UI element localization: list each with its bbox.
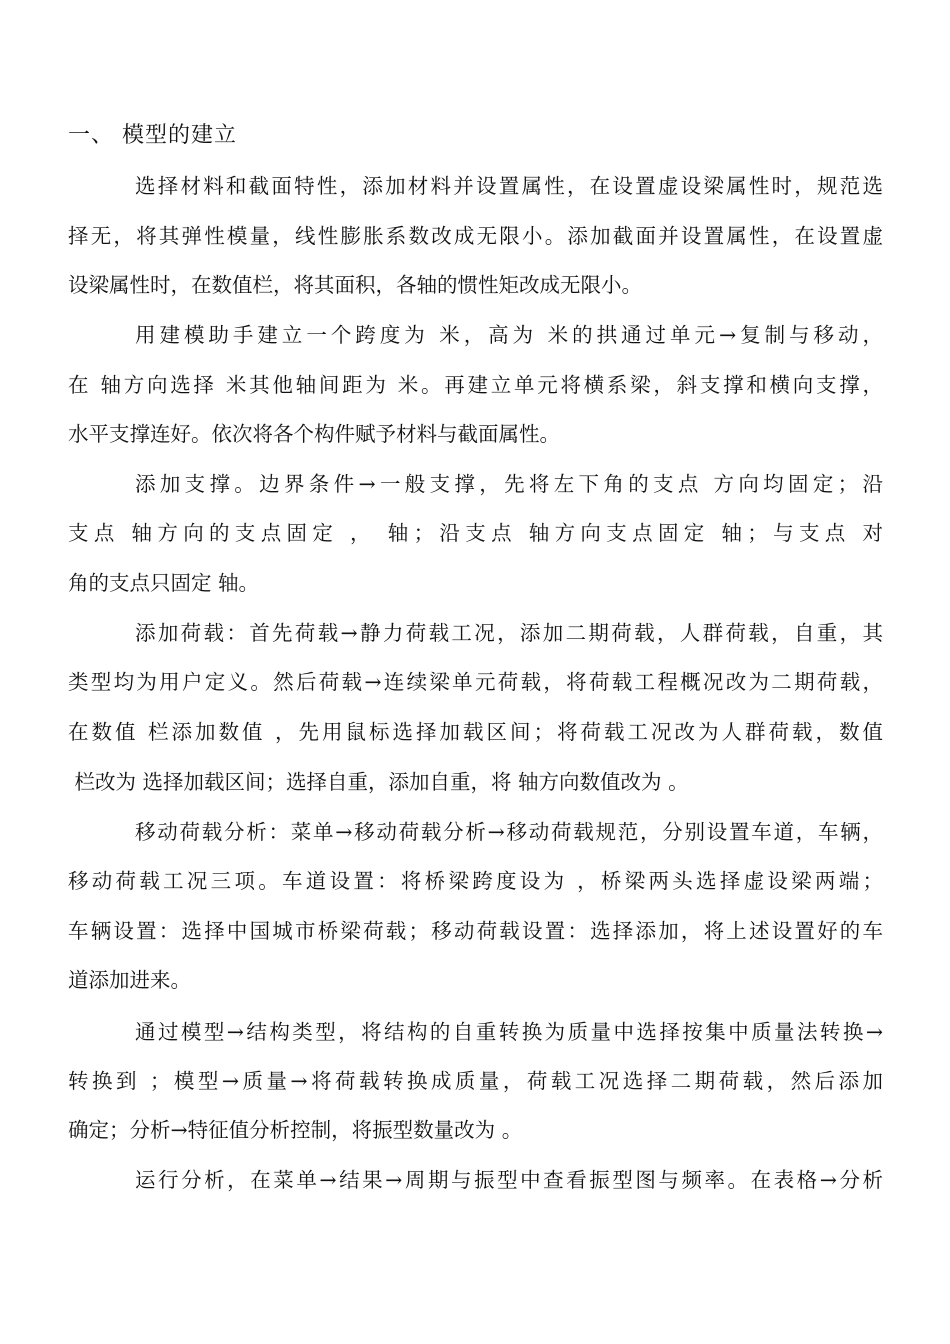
paragraph-line: 移动荷载分析：菜单→移动荷载分析→移动荷载规范，分别设置车道，车辆， xyxy=(135,820,883,844)
paragraph-line: 选择材料和截面特性，添加材料并设置属性，在设置虚设梁属性时，规范选 xyxy=(135,174,883,198)
paragraph-line: 支点 轴方向的支点固定 ， 轴；沿支点 轴方向支点固定 轴；与支点 对 xyxy=(68,521,883,545)
paragraph-line: 添加荷载：首先荷载→静力荷载工况，添加二期荷载，人群荷载，自重，其 xyxy=(135,621,883,645)
paragraph-line: 水平支撑连好。依次将各个构件赋予材料与截面属性。 xyxy=(68,422,560,446)
paragraph-line: 设梁属性时，在数值栏，将其面积，各轴的惯性矩改成无限小。 xyxy=(68,273,642,297)
paragraph-line: 道添加进来。 xyxy=(68,968,191,992)
paragraph-line: 车辆设置：选择中国城市桥梁荷载；移动荷载设置：选择添加，将上述设置好的车 xyxy=(68,919,883,943)
paragraph-line: 角的支点只固定 轴。 xyxy=(68,571,260,595)
paragraph-line: 在 轴方向选择 米其他轴间距为 米。再建立单元将横系梁，斜支撑和横向支撑， xyxy=(68,373,883,397)
paragraph-line: 添加支撑。边界条件→一般支撑，先将左下角的支点 方向均固定；沿 xyxy=(135,472,883,496)
paragraph-line: 类型均为用户定义。然后荷载→连续梁单元荷载，将荷载工程概况改为二期荷载， xyxy=(68,670,883,694)
paragraph-line: 确定；分析→特征值分析控制，将振型数量改为 。 xyxy=(68,1118,523,1142)
section-heading: 一、 模型的建立 xyxy=(68,123,237,148)
paragraph-line: 移动荷载工况三项。车道设置：将桥梁跨度设为 ，桥梁两头选择虚设梁两端； xyxy=(68,869,883,893)
paragraph-line: 运行分析，在菜单→结果→周期与振型中查看振型图与频率。在表格→分析 xyxy=(135,1168,883,1192)
paragraph-line: 转换到 ；模型→质量→将荷载转换成质量，荷载工况选择二期荷载，然后添加 xyxy=(68,1069,883,1093)
paragraph-line: 在数值 栏添加数值 ，先用鼠标选择加载区间；将荷载工况改为人群荷载，数值 xyxy=(68,720,883,744)
paragraph-line: 用建模助手建立一个跨度为 米，高为 米的拱通过单元→复制与移动， xyxy=(135,323,883,347)
paragraph-line: 栏改为 选择加载区间；选择自重，添加自重，将 轴方向数值改为 。 xyxy=(68,770,689,794)
paragraph-line: 通过模型→结构类型，将结构的自重转换为质量中选择按集中质量法转换→ xyxy=(135,1020,883,1044)
paragraph-line: 择无，将其弹性模量，线性膨胀系数改成无限小。添加截面并设置属性，在设置虚 xyxy=(68,224,883,248)
